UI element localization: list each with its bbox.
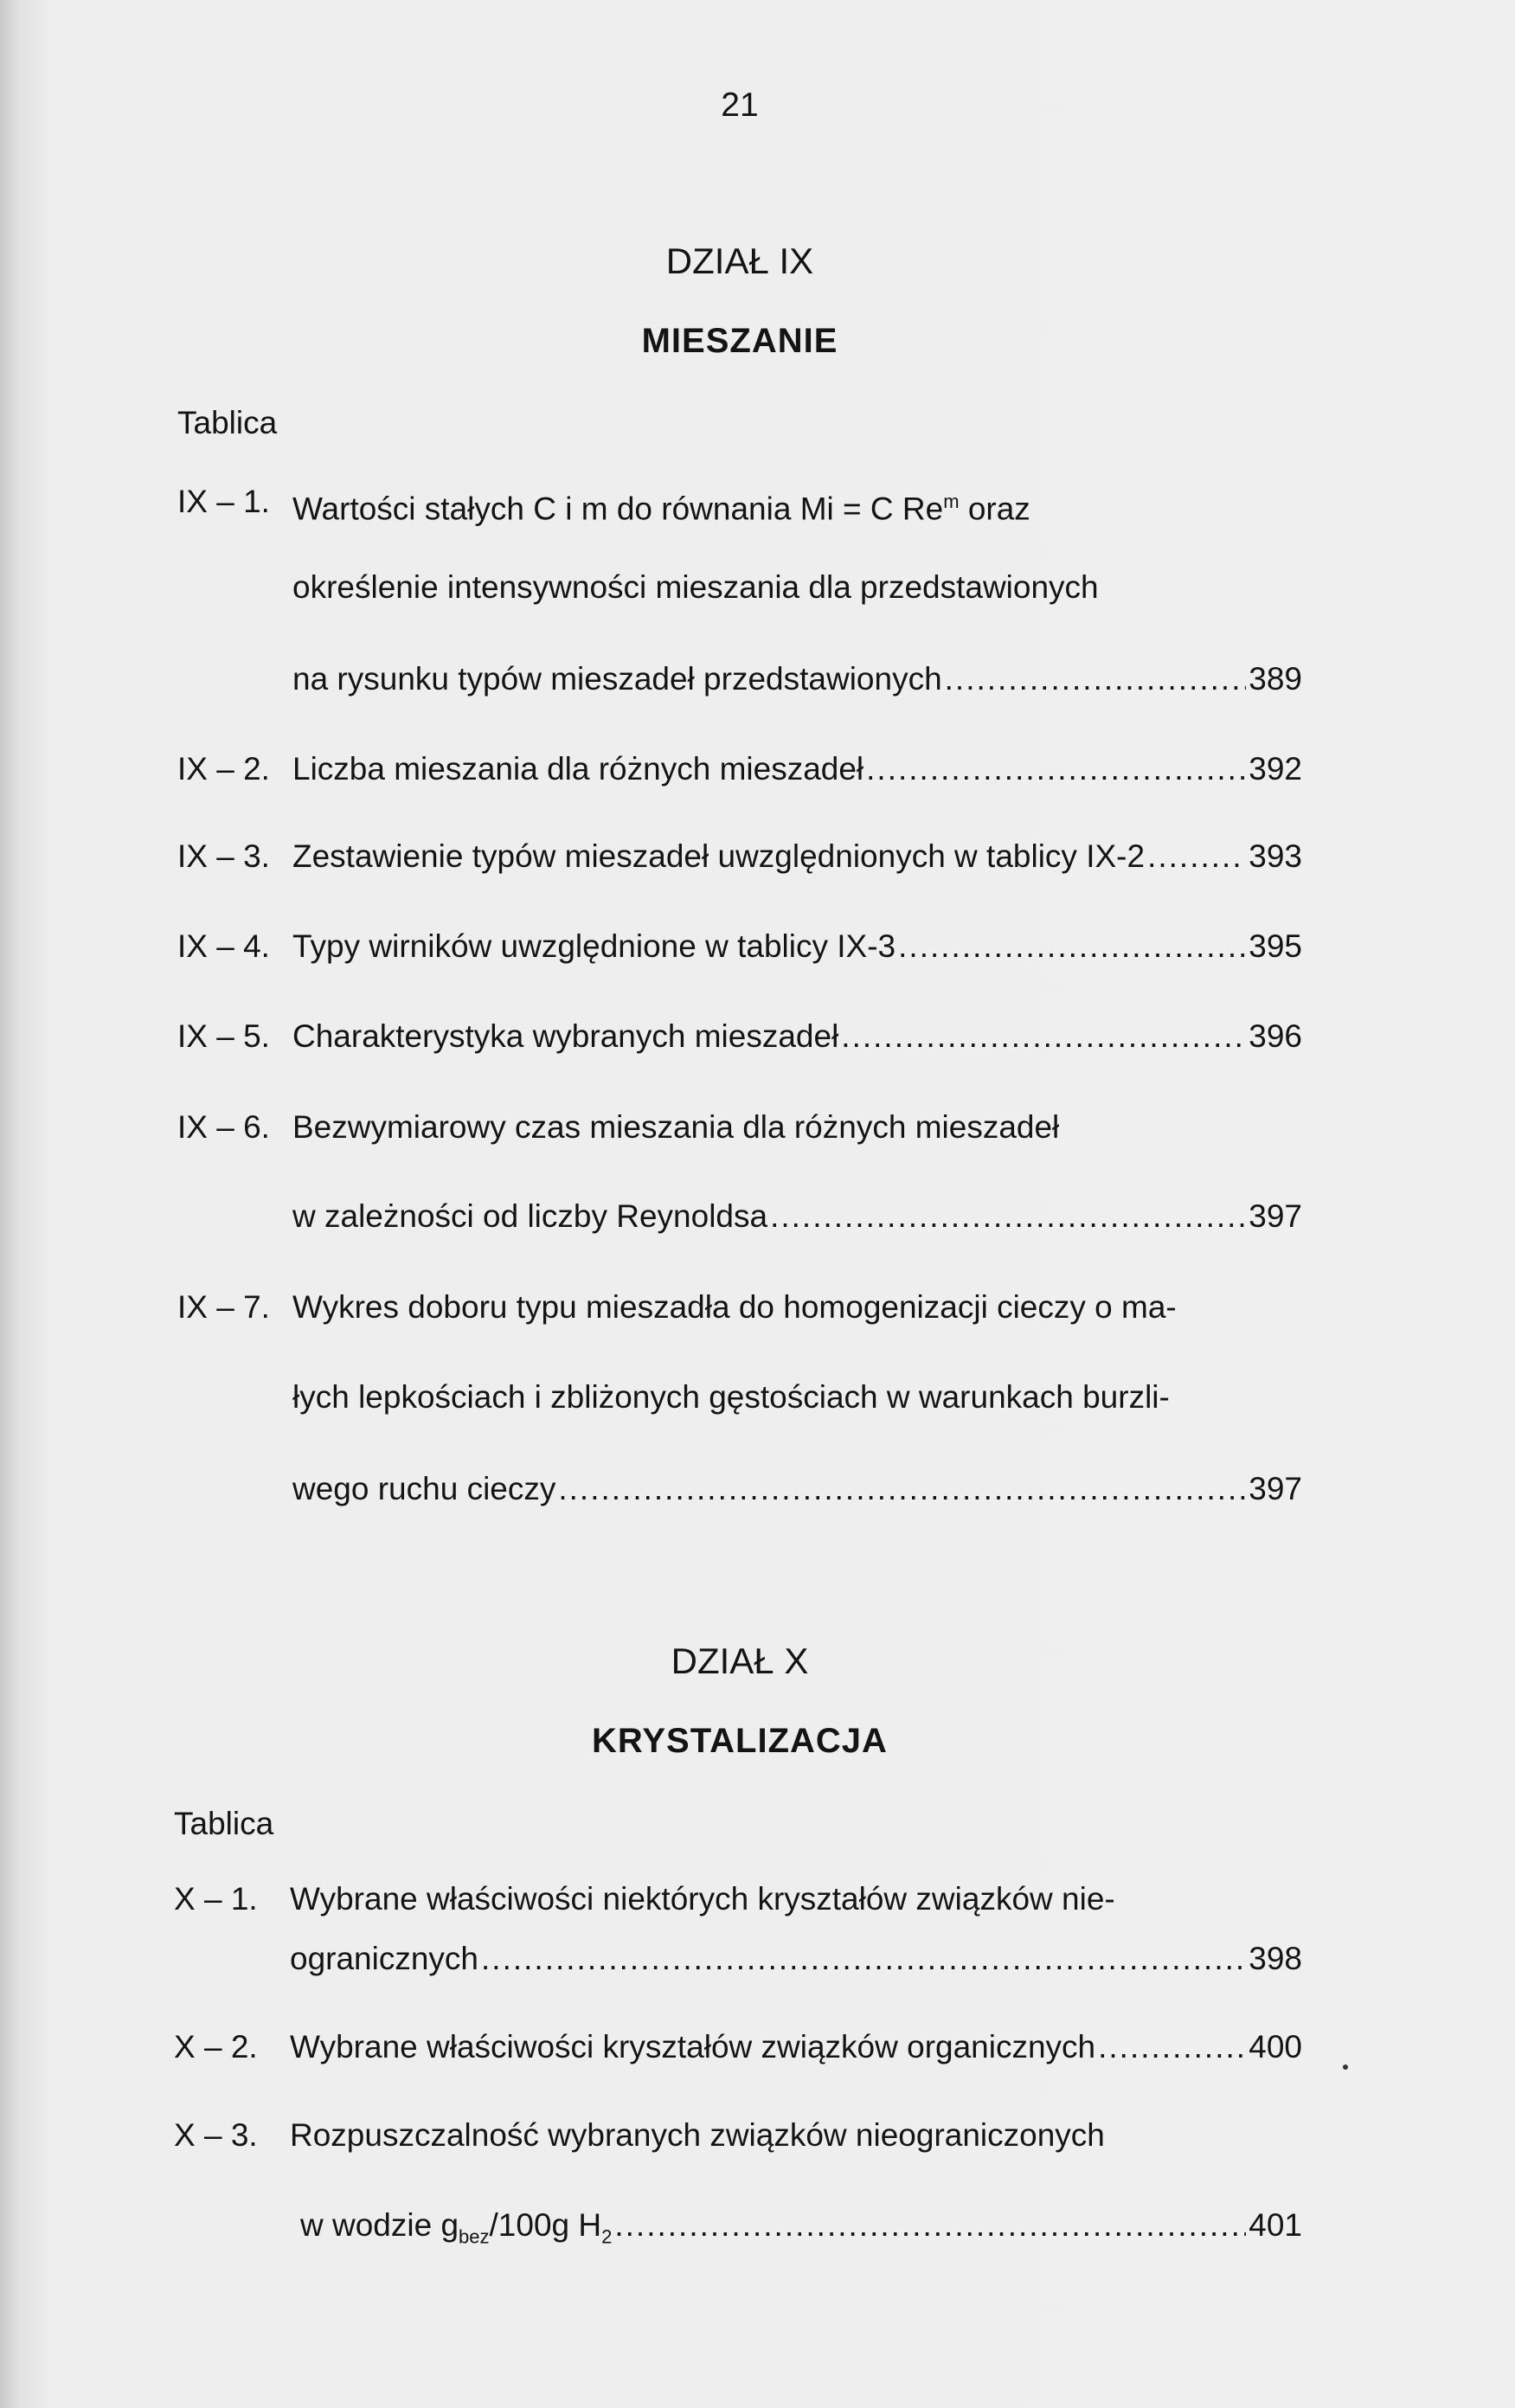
toc-entry [174,2116,1302,2155]
toc-entry-continuation [292,568,1302,607]
toc-entry-continuation [300,2206,1302,2248]
toc-entry [174,2027,1302,2067]
leader-dots [841,1017,1246,1056]
page-ref: 389 [1249,661,1302,697]
page-ref: 397 [1249,1198,1302,1234]
page-ref: 395 [1249,928,1302,964]
section-heading: DZIAŁ X [671,1641,809,1681]
leader-dots [614,2206,1246,2245]
leader-dots [770,1197,1246,1236]
toc-entry [177,927,1302,966]
entry-number: IX – 2. [177,751,270,787]
entry-number: IX – 1. [177,484,270,519]
page-ref: 393 [1249,838,1302,874]
section-heading: DZIAŁ IX [665,241,814,281]
toc-entry-continuation [292,1469,1302,1509]
leader-dots [558,1469,1246,1509]
entry-number: X – 2. [174,2029,258,2064]
page-ref: 401 [1249,2207,1302,2243]
leader-dots [866,749,1246,789]
entry-text: Bezwymiarowy czas mieszania dla różnych mieszadeł [292,1109,1060,1145]
entry-text: w wodzie $g_{bez}/100g$ $H_2$ [300,2207,613,2248]
entry-text: Typy wirników uwzględnione w tablicy IX-3 [292,928,896,964]
entry-text: łych lepkościach i zbliżonych gęstościach w warunkach burzli- [292,1379,1170,1415]
entry-text: Wybrane właściwości niektórych kryształów związków nie- [290,1881,1115,1917]
entry-text: na rysunku typów mieszadeł przedstawionych [292,661,942,697]
entry-number: IX – 6. [177,1109,270,1145]
toc-entry [177,1108,1302,1147]
toc-entry [177,1017,1302,1056]
toc-entry-continuation [292,659,1302,699]
section-title: MIESZANIE [641,322,838,360]
table-label: Tablica [174,1806,274,1841]
page-ref: 396 [1249,1018,1302,1054]
leader-dots [1147,837,1246,877]
entry-number: IX – 3. [177,838,270,874]
toc-entry [174,1879,1302,1919]
scan-speck [1343,2064,1348,2070]
page-ref: 398 [1249,1941,1302,1976]
toc-entry-continuation [292,1197,1302,1236]
page-ref: 400 [1249,2029,1302,2064]
entry-text: określenie intensywności mieszania dla przedstawionych [292,569,1099,605]
toc-entry-continuation [292,1377,1302,1417]
toc-entry [177,837,1302,877]
entry-text: Rozpuszczalność wybranych związków nieograniczonych [290,2117,1105,2153]
toc-entry [177,482,1302,527]
page-number: 21 [721,87,759,124]
leader-dots [1098,2027,1246,2067]
entry-number: X – 1. [174,1881,258,1917]
entry-text: Wykres doboru typu mieszadła do homogenizacji cieczy o ma- [292,1289,1177,1325]
entry-number: IX – 7. [177,1289,270,1325]
page-ref: 392 [1249,751,1302,787]
toc-entry [177,749,1302,789]
entry-number: X – 3. [174,2117,258,2153]
leader-dots [898,927,1246,966]
page-ref: 397 [1249,1471,1302,1506]
entry-number: IX – 5. [177,1018,270,1054]
toc-entry [177,1287,1302,1327]
entry-text: Liczba mieszania dla różnych mieszadeł [292,751,864,787]
entry-text: Wartości stałych C i m do równania Mi = C Re$^m$ oraz [292,491,1030,527]
entry-text: Wybrane właściwości kryształów związków organicznych [290,2029,1096,2064]
leader-dots [945,659,1247,699]
entry-text: w zależności od liczby Reynoldsa [292,1198,768,1234]
entry-number: IX – 4. [177,928,270,964]
entry-text: Charakterystyka wybranych mieszadeł [292,1018,839,1054]
entry-text: Zestawienie typów mieszadeł uwzględnionych w tablicy IX-2 [292,838,1146,874]
leader-dots [481,1939,1246,1979]
table-label: Tablica [177,405,278,440]
toc-entry-continuation [290,1939,1302,1979]
entry-text: wego ruchu cieczy [292,1471,556,1506]
section-title: KRYSTALIZACJA [592,1722,888,1760]
entry-text: ogranicznych [290,1941,479,1976]
